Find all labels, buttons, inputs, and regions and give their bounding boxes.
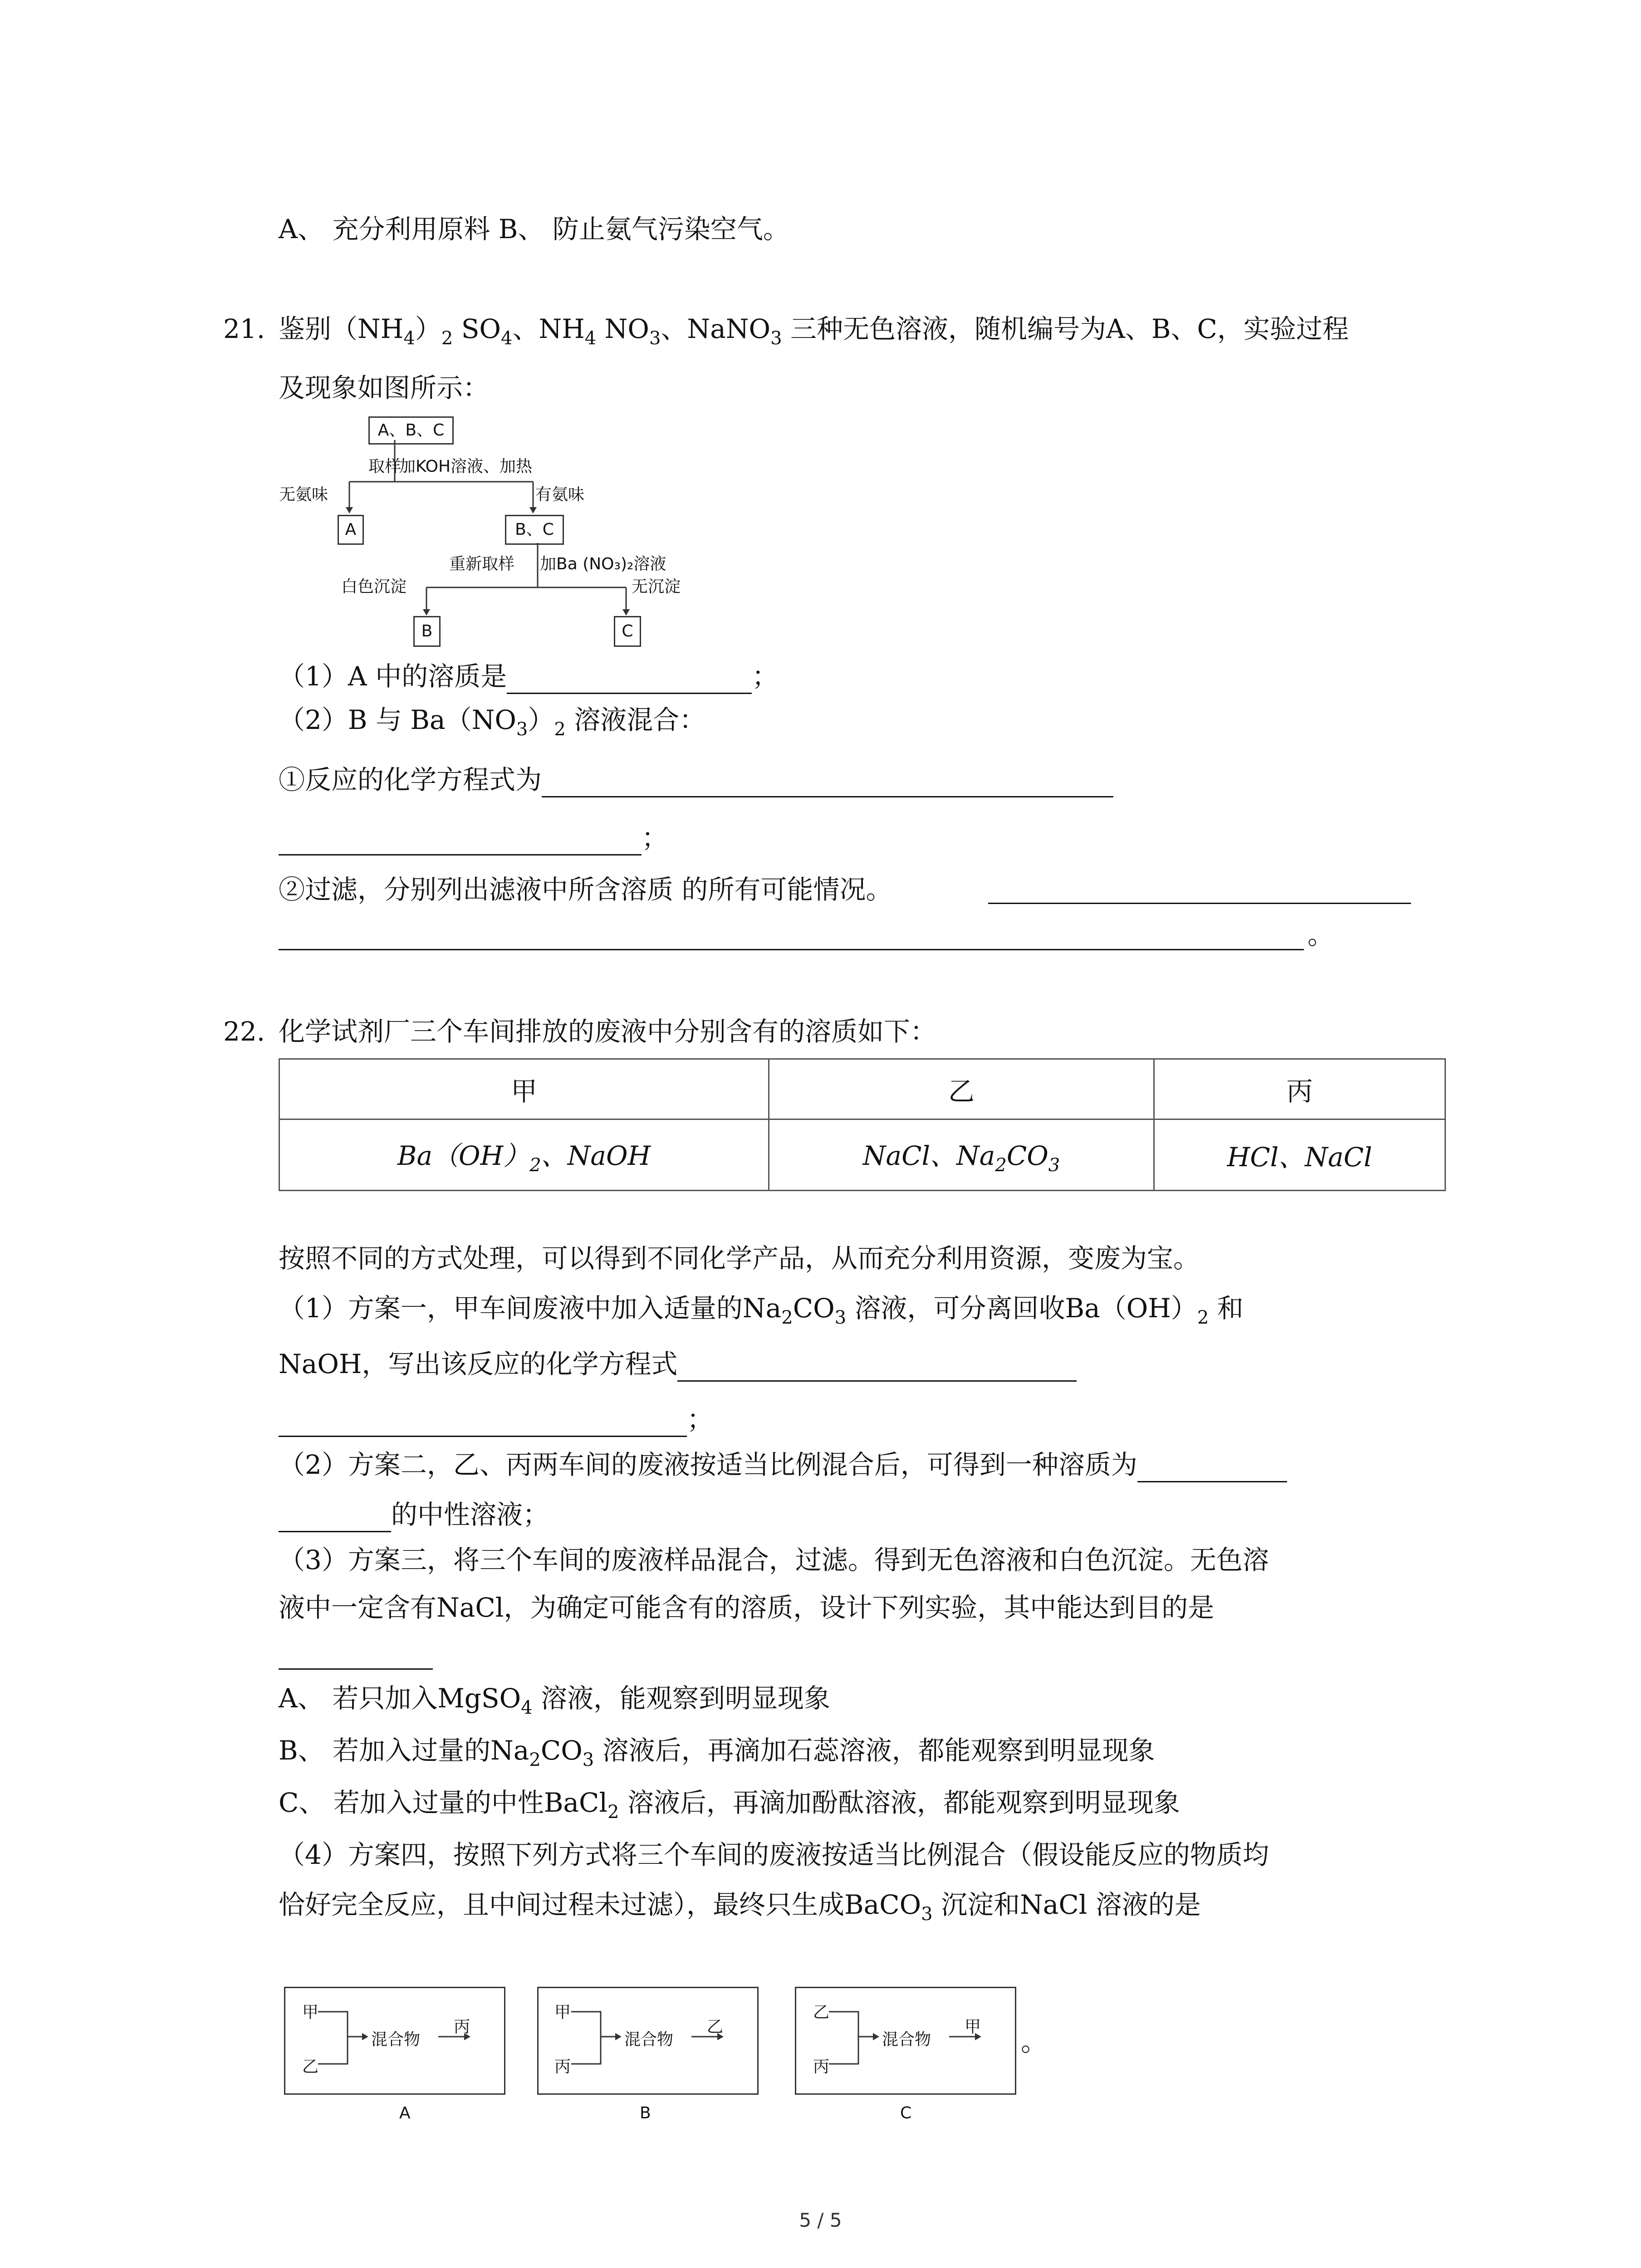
q21-sub1: （1）A 中的溶质是 ； [279,659,778,694]
scheme-a-top: 甲 [302,2003,319,2022]
table-cell-jia: $Ba(OH)_2$、NaOH [279,1119,769,1191]
q22-p1: （1）方案一，甲车间废液中加入适量的$Na_2CO_3$ 溶液，可分离回收$Ba(OH)_2$ 和 [279,1293,1244,1328]
answer-blank[interactable] [279,1503,391,1532]
flow-no-ppt: 无沉淀 [632,577,681,596]
flow-no-smell: 无氨味 [279,485,328,504]
answer-blank[interactable] [542,768,1113,797]
q22-stem: 化学试剂厂三个车间排放的废液中分别含有的溶质如下： [279,1016,937,1047]
scheme-b-label: B [640,2104,651,2122]
q21-number: 21. [223,313,265,344]
q21-sub2: （2）B 与 $Ba(NO_3)_2$ 溶液混合： [279,704,706,740]
scheme-b-bottom: 丙 [554,2058,571,2076]
scheme-a-label: A [399,2104,411,2122]
flow-box-b: B [413,616,441,647]
page-number: 5 / 5 [799,2209,842,2231]
table-header-yi: 乙 [769,1059,1154,1119]
scheme-c-top: 乙 [813,2003,830,2022]
scheme-a-add: 丙 [454,2018,470,2036]
q21-stem: 鉴别$(NH_4)_2$ $SO_4$、$NH_4$ $NO_3$、NaNO$_3$ 三种无色溶液，随机编号为A、B、C，实验过程 [279,313,1349,349]
flow-box-a: A [338,515,364,545]
table-cell-bing: HCl、NaCl [1154,1119,1445,1191]
q21-item2-end: 。 [1308,919,1334,950]
table-header-jia: 甲 [279,1059,769,1119]
q22-intro: 按照不同的方式处理，可以得到不同化学产品，从而充分利用资源，变废为宝。 [279,1243,1200,1274]
q22-option-b: B、 若加入过量的$Na_2CO_3$ 溶液后，再滴加石蕊溶液，都能观察到明显现象 [279,1735,1155,1770]
scheme-b-mid: 混合物 [624,2030,674,2049]
scheme-a-mid: 混合物 [371,2030,421,2049]
q22-number: 22. [223,1016,265,1047]
q20-options: A、 充分利用原料 B、 防止氨气污染空气。 [279,214,789,244]
flow-box-bc: B、C [505,515,564,545]
q22-p1-cont: ； [279,1402,713,1437]
q22-option-c: C、 若加入过量的中性BaCl$_2$ 溶液后，再滴加酚酞溶液，都能观察到明显现象 [279,1787,1180,1823]
answer-blank[interactable] [988,903,1411,904]
q22-p2-cont: 的中性溶液； [279,1497,549,1532]
table-header-bing: 丙 [1154,1059,1445,1119]
scheme-b-add: 乙 [707,2018,724,2036]
answer-blank[interactable] [1137,1453,1287,1482]
scheme-c-label: C [900,2104,912,2122]
answer-blank[interactable] [279,949,1304,950]
q22-option-a: A、 若只加入MgSO$_4$ 溶液，能观察到明显现象 [279,1683,831,1718]
scheme-c-add: 甲 [965,2018,981,2036]
flow-step2-left: 重新取样 [449,555,515,573]
answer-blank[interactable] [507,665,752,694]
flow-step1-right: 加KOH溶液、加热 [399,457,533,476]
flow-box-c: C [614,616,641,647]
answer-blank[interactable] [279,1668,433,1670]
q22-p4-end: 。 [1021,2026,1048,2057]
q21-item1: ①反应的化学方程式为 [279,762,1113,797]
flow-step1-left: 取样 [368,457,402,476]
flow-step2-right: 加Ba (NO₃)₂溶液 [540,555,666,573]
table-cell-yi: NaCl、$Na_2CO_3$ [769,1119,1154,1191]
waste-table [279,1058,1446,1191]
answer-blank[interactable] [279,1408,687,1437]
scheme-c-mid: 混合物 [882,2030,931,2049]
answer-blank[interactable] [279,826,642,855]
q22-p4-line2: 恰好完全反应，且中间过程未过滤），最终只生成BaCO$_3$ 沉淀和NaCl 溶液的是 [279,1889,1201,1925]
q21-item2: ②过滤，分别列出滤液中所含溶质 的所有可能情况。 [279,874,892,905]
flow-white-ppt: 白色沉淀 [341,577,407,596]
q21-item1-cont: ； [279,820,668,855]
scheme-a-bottom: 乙 [302,2058,319,2076]
flow-box-abc: A、B、C [368,416,454,445]
q21-stem-line2: 及现象如图所示： [279,372,490,403]
scheme-c-bottom: 丙 [813,2058,830,2076]
answer-blank[interactable] [677,1352,1077,1382]
scheme-b-top: 甲 [554,2003,571,2022]
q22-p3-line2: 液中一定含有NaCl，为确定可能含有的溶质，设计下列实验，其中能达到目的是 [279,1592,1215,1623]
q22-p2: （2）方案二，乙、丙两车间的废液按适当比例混合后，可得到一种溶质为 [279,1447,1287,1482]
q22-p4-line1: （4）方案四，按照下列方式将三个车间的废液按适当比例混合（假设能反应的物质均 [279,1839,1269,1870]
q22-p3-line1: （3）方案三，将三个车间的废液样品混合，过滤。得到无色溶液和白色沉淀。无色溶 [279,1545,1269,1575]
q22-p1-line2: NaOH，写出该反应的化学方程式 [279,1346,1077,1382]
flow-has-smell: 有氨味 [535,485,585,504]
